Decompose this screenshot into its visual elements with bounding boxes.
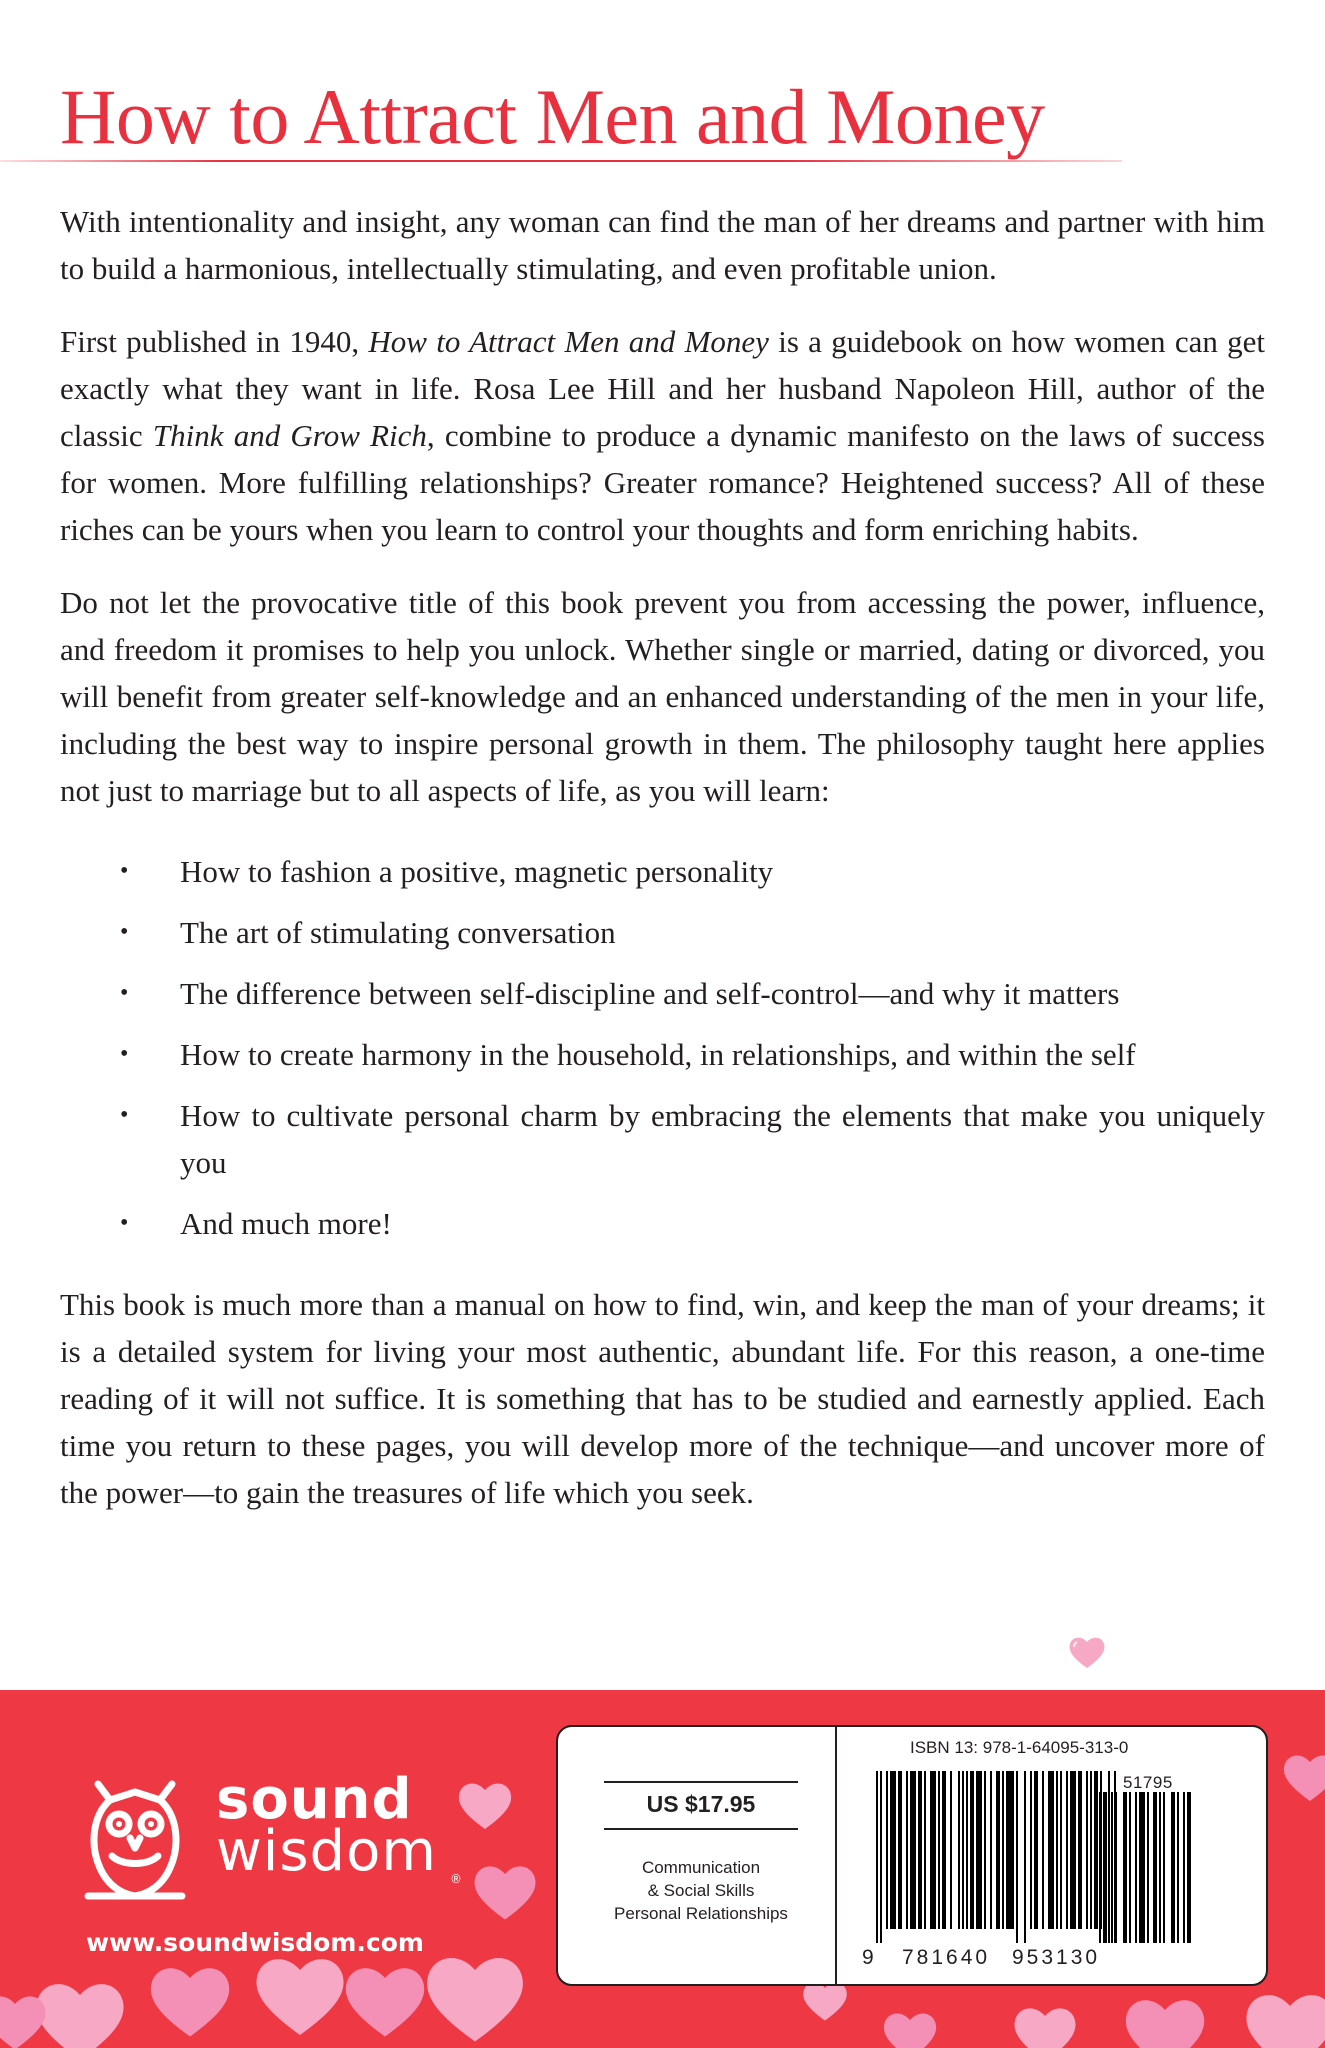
paragraph-closing: This book is much more than a manual on how to find, win, and keep the man of your dreams; it is a detailed system for living your most authentic, abundant life. For this reason, a one-time reading of it will not suffice. It is something that has to be studied and earnestly applied. Each time you return to these pages, you will develop more of the technique—and uncover more of the power—to gain the treasures of life which you seek. (60, 1287, 1265, 1510)
title-underline (0, 160, 1122, 162)
barcode-addon (1099, 1792, 1239, 1943)
barcode-bar (906, 1771, 908, 1929)
bullet-icon: • (120, 980, 129, 1006)
list-item (60, 970, 1265, 1017)
paragraph-history-b: is a guidebook on how women can get exactly what they want in life. Rosa Lee Hill and her husband Napoleon Hill, author of the classic (60, 324, 1265, 453)
heart-icon (880, 2008, 940, 2048)
bullet-icon: • (120, 1102, 129, 1128)
price-block (604, 1781, 798, 1925)
price: US $17.95 (604, 1781, 798, 1830)
barcode-bar (1078, 1771, 1082, 1929)
barcode-bar (1187, 1792, 1191, 1943)
heart-icon (250, 1950, 350, 2040)
owl-logo-icon (82, 1776, 188, 1904)
barcode-bar (918, 1771, 922, 1929)
barcode-bar (962, 1771, 964, 1929)
isbn-number: ISBN 13: 978-1-64095-313-0 (910, 1738, 1129, 1757)
paragraph-intro: With intentionality and insight, any woman can find the man of her dreams and partner with him to build a harmonious, intellectually stimulating, and even profitable union. (60, 204, 1265, 286)
heart-icon (1010, 2002, 1080, 2048)
barcode-bar (886, 1771, 888, 1929)
barcode-bar (970, 1771, 974, 1929)
barcode-bar (938, 1771, 940, 1929)
barcode-bar (942, 1771, 946, 1929)
barcode-bar (1163, 1792, 1165, 1943)
paragraph-philosophy: Do not let the provocative title of this book prevent you from accessing the power, influence, and freedom it promises to help you unlock. Whether single or married, dating or divorced, you will benefit from greater self-knowledge and an enhanced understanding of the men in your life, including the best way to inspire personal growth in them. The philosophy taught here applies not just to marriage but to all aspects of life, as you will learn: (60, 585, 1265, 808)
heart-icon (0, 1990, 50, 2048)
description (60, 198, 1265, 1542)
barcode-bar (1006, 1771, 1014, 1929)
barcode-bar (890, 1771, 896, 1929)
barcode-bar (1056, 1771, 1058, 1929)
bullet-icon: • (120, 858, 129, 884)
classic-title-italic: Think and Grow Rich (152, 418, 427, 453)
barcode-bar (1024, 1771, 1026, 1943)
barcode-bar (924, 1771, 926, 1929)
barcode-bar (1066, 1771, 1068, 1929)
barcode-bar (1016, 1771, 1018, 1943)
barcode-bar (1135, 1792, 1137, 1943)
list-item-text: How to cultivate personal charm by embracing the elements that make you uniquely you (180, 1098, 1265, 1180)
barcode-bar (966, 1771, 968, 1929)
barcode-bar (1111, 1792, 1113, 1943)
list-item-text: The art of stimulating conversation (180, 915, 616, 950)
barcode-bar (1171, 1792, 1175, 1943)
price-addon-digits: 51795 (1123, 1773, 1173, 1792)
ean-digit-group: 953130 (1012, 1946, 1101, 1969)
list-item (60, 909, 1265, 956)
learning-list (60, 848, 1265, 1247)
category-line: & Social Skills (647, 1881, 755, 1900)
list-item-text: And much more! (180, 1206, 392, 1241)
barcode-bar (1103, 1792, 1107, 1943)
barcode-bar (976, 1771, 982, 1929)
heart-icon (145, 1960, 235, 2041)
barcode-bar (1086, 1771, 1088, 1929)
barcode-bar (1129, 1792, 1131, 1943)
book-title-italic: How to Attract Men and Money (368, 324, 769, 359)
logo-word-sound: sound (216, 1767, 413, 1832)
bullet-icon: • (120, 1210, 129, 1236)
barcode-bar (1123, 1792, 1127, 1943)
barcode-bar (910, 1771, 916, 1929)
barcode-bar (930, 1771, 936, 1929)
bullet-icon: • (120, 919, 129, 945)
barcode-bar (984, 1771, 986, 1929)
category-line: Personal Relationships (614, 1904, 788, 1923)
bullet-icon: • (120, 1041, 129, 1067)
heart-icon (1240, 1986, 1325, 2048)
registered-mark: ® (450, 1872, 462, 1886)
barcode-bar (1183, 1792, 1185, 1943)
list-item-text: How to create harmony in the household, in relationships, and within the self (180, 1037, 1136, 1072)
barcode-bar (958, 1771, 960, 1929)
list-item-text: The difference between self-discipline and self-control—and why it matters (180, 976, 1120, 1011)
barcode-bar (898, 1771, 902, 1929)
paragraph-history-a: First published in 1940, (60, 324, 369, 359)
paragraph-history-c: , combine to produce a dynamic manifesto on the laws of success for women. More fulfilling relationships? Greater romance? Heightened success? All of these riches can be yours when you learn to control your thoughts and form enriching habits. (60, 418, 1266, 547)
ean-digit-group: 9 (862, 1946, 874, 1969)
barcode-bar (876, 1771, 878, 1943)
barcode-bar (1099, 1792, 1101, 1943)
list-item (60, 1092, 1265, 1186)
barcode-bar (996, 1771, 1000, 1929)
barcode-bar (1034, 1771, 1038, 1929)
barcode-bar (1048, 1771, 1054, 1929)
list-item (60, 1200, 1265, 1247)
barcode-panel (556, 1725, 1268, 1986)
heart-icon (340, 1960, 430, 2041)
barcode-bar (1177, 1792, 1179, 1943)
barcode-bar (990, 1771, 992, 1929)
heart-icon (420, 1948, 530, 2047)
barcode-bar (950, 1771, 952, 1929)
bisac-categories (604, 1856, 798, 1925)
barcode-bar (1002, 1771, 1004, 1929)
barcode-bar (1147, 1792, 1149, 1943)
heart-icon (1067, 1634, 1107, 1670)
barcode-bar (1159, 1792, 1161, 1943)
barcode-bar (1094, 1771, 1098, 1929)
barcode-bar (1153, 1792, 1157, 1943)
barcode-bar (1042, 1771, 1044, 1929)
list-item-text: How to fashion a positive, magnetic personality (180, 854, 774, 889)
panel-divider (835, 1727, 837, 1984)
publisher-logo (82, 1767, 482, 1912)
book-title: How to Attract Men and Money (60, 73, 1045, 160)
barcode-bar (1139, 1792, 1145, 1943)
barcode-bar (1030, 1771, 1032, 1929)
publisher-website[interactable]: www.soundwisdom.com (86, 1928, 424, 1957)
list-item (60, 848, 1265, 895)
paragraph-history (60, 318, 1265, 553)
barcode-bar (1090, 1771, 1092, 1929)
category-line: Communication (641, 1858, 761, 1877)
ean-digit-group: 781640 (902, 1946, 991, 1969)
logo-word-wisdom: wisdom (216, 1819, 437, 1884)
list-item (60, 1031, 1265, 1078)
barcode-bar (880, 1771, 882, 1943)
barcode-bar (1070, 1771, 1076, 1929)
heart-icon (1280, 1750, 1325, 1804)
heart-icon (1120, 1992, 1210, 2048)
barcode-bar (1115, 1792, 1117, 1943)
barcode-bar (1060, 1771, 1062, 1929)
